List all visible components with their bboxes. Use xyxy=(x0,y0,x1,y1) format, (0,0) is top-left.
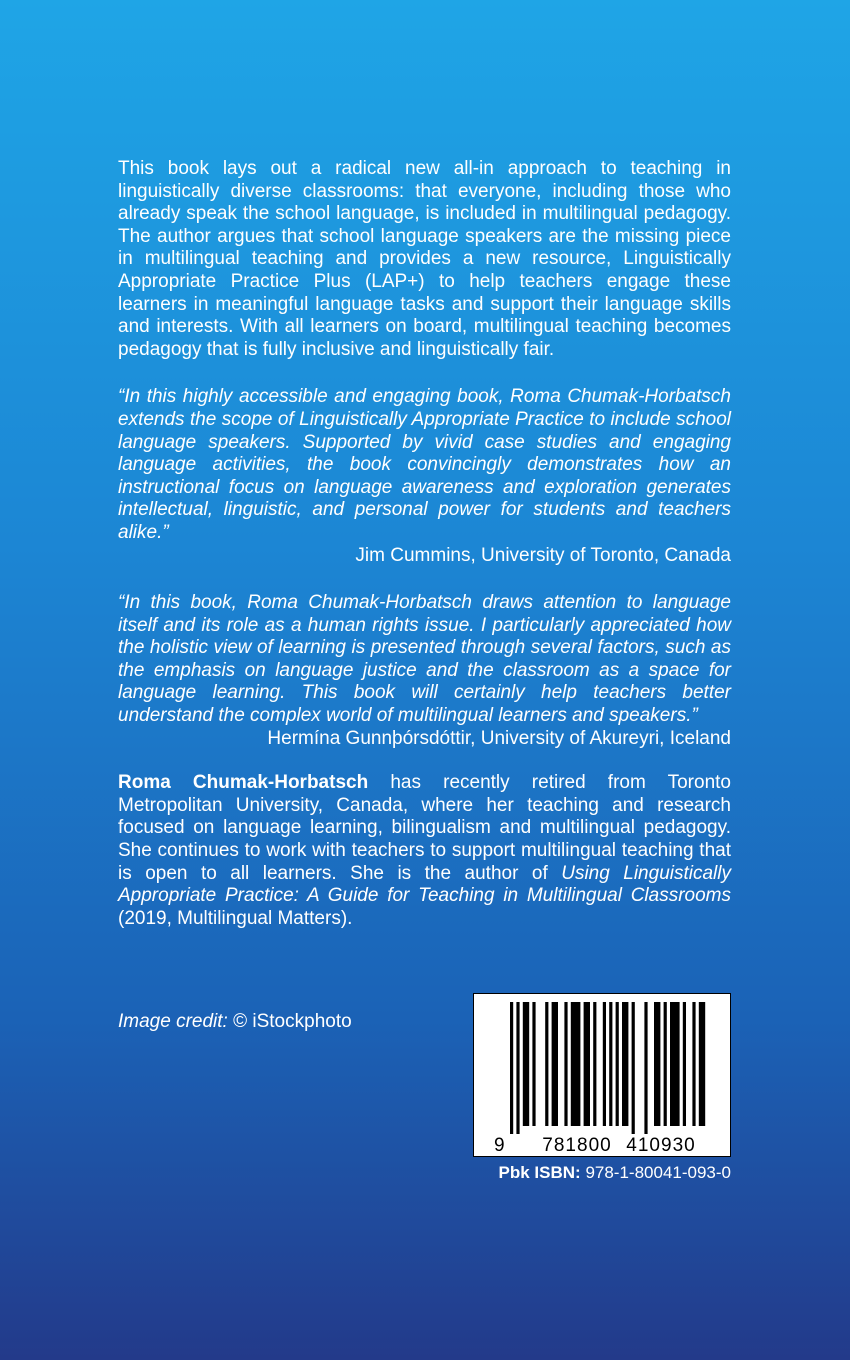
endorsement-2-attribution: Hermína Gunnþórsdóttir, University of Akureyri, Iceland xyxy=(267,727,731,749)
barcode-bar xyxy=(532,1002,535,1126)
endorsement-2 xyxy=(118,592,731,750)
endorsement-1-attribution: Jim Cummins, University of Toronto, Canada xyxy=(355,544,731,566)
barcode-bar xyxy=(523,1002,529,1126)
author-bio xyxy=(118,772,731,930)
isbn-barcode xyxy=(473,993,731,1157)
endorsement-2-text: “In this book, Roma Chumak-Horbatsch draws attention to language itself and its role as a human rights issue. I particularly appreciated how the holistic view of learning is presented through several factors, such as the emphasis on language justice and the classroom as a space for language learning. This book will certainly help teachers better understand the complex world of multilingual learners and speakers.” xyxy=(118,592,731,727)
barcode-bar xyxy=(644,1002,647,1134)
barcode-bar xyxy=(664,1002,667,1126)
image-credit xyxy=(118,1011,352,1033)
barcode-bar xyxy=(692,1002,695,1126)
back-cover-text xyxy=(118,158,731,949)
image-credit-value: © iStockphoto xyxy=(227,1011,352,1032)
barcode-bar xyxy=(545,1002,548,1126)
book-blurb: This book lays out a radical new all-in approach to teaching in linguistically diverse classrooms: that everyone, including those who already speak the school language, is included in multilingual pedagogy. The author argues that school language speakers are the missing piece in multilingual teaching and provides a new resource, Linguistically Appropriate Practice Plus (LAP+) to help teachers engage these learners in meaningful language tasks and support their language skills and interests. With all learners on board, multilingual teaching becomes pedagogy that is fully inclusive and linguistically fair. xyxy=(118,158,731,360)
bio-text-1: has recently retired from Toronto Metropolitan University, Canada, where her teaching and research focused on language learning, bilingualism and multilingual pedagogy. She continues to work with teachers to support multilingual teaching that is open to all learners. She is the author of xyxy=(118,772,731,884)
barcode-graphic xyxy=(474,994,732,1158)
endorsement-1-text: “In this highly accessible and engaging book, Roma Chumak-Horbatsch extends the scope of Linguistically Appropriate Practice to include school language speakers. Supported by vivid case studies and engaging language activities, the book convincingly demonstrates how an instructional focus on language awareness and exploration generates intellectual, linguistic, and personal power for students and teachers alike.” xyxy=(118,386,731,543)
barcode-bar xyxy=(593,1002,596,1126)
previous-book-title: Using Linguistically Appropriate Practice: A Guide for Teaching in Multilingual Classrooms xyxy=(118,862,731,907)
barcode-bar xyxy=(654,1002,660,1126)
barcode-bar xyxy=(571,1002,581,1126)
author-name: Roma Chumak-Horbatsch xyxy=(118,772,369,794)
barcode-bars xyxy=(510,1002,705,1134)
isbn-label: Pbk ISBN: xyxy=(498,1163,581,1182)
barcode-bar xyxy=(510,1002,513,1134)
barcode-digit-prefix: 9 xyxy=(494,1135,505,1156)
barcode-digits-left: 781800 xyxy=(542,1135,612,1156)
barcode-bar xyxy=(699,1002,705,1126)
bio-text-2: (2019, Multilingual Matters). xyxy=(118,907,353,929)
isbn-value: 978-1-80041-093-0 xyxy=(580,1163,731,1182)
barcode-bar xyxy=(609,1002,612,1126)
barcode-bar xyxy=(683,1002,686,1126)
isbn-line xyxy=(473,1163,731,1183)
barcode-bar xyxy=(670,1002,680,1126)
barcode-bar xyxy=(616,1002,619,1126)
barcode-bar xyxy=(584,1002,590,1126)
barcode-digits-right: 410930 xyxy=(626,1135,696,1156)
barcode-bar xyxy=(516,1002,519,1134)
image-credit-label: Image credit: xyxy=(118,1011,228,1032)
barcode-bar xyxy=(564,1002,567,1126)
barcode-bar xyxy=(552,1002,558,1126)
barcode-bar xyxy=(622,1002,628,1126)
barcode-bar xyxy=(603,1002,606,1126)
barcode-bar xyxy=(632,1002,635,1134)
endorsement-1 xyxy=(118,386,731,567)
